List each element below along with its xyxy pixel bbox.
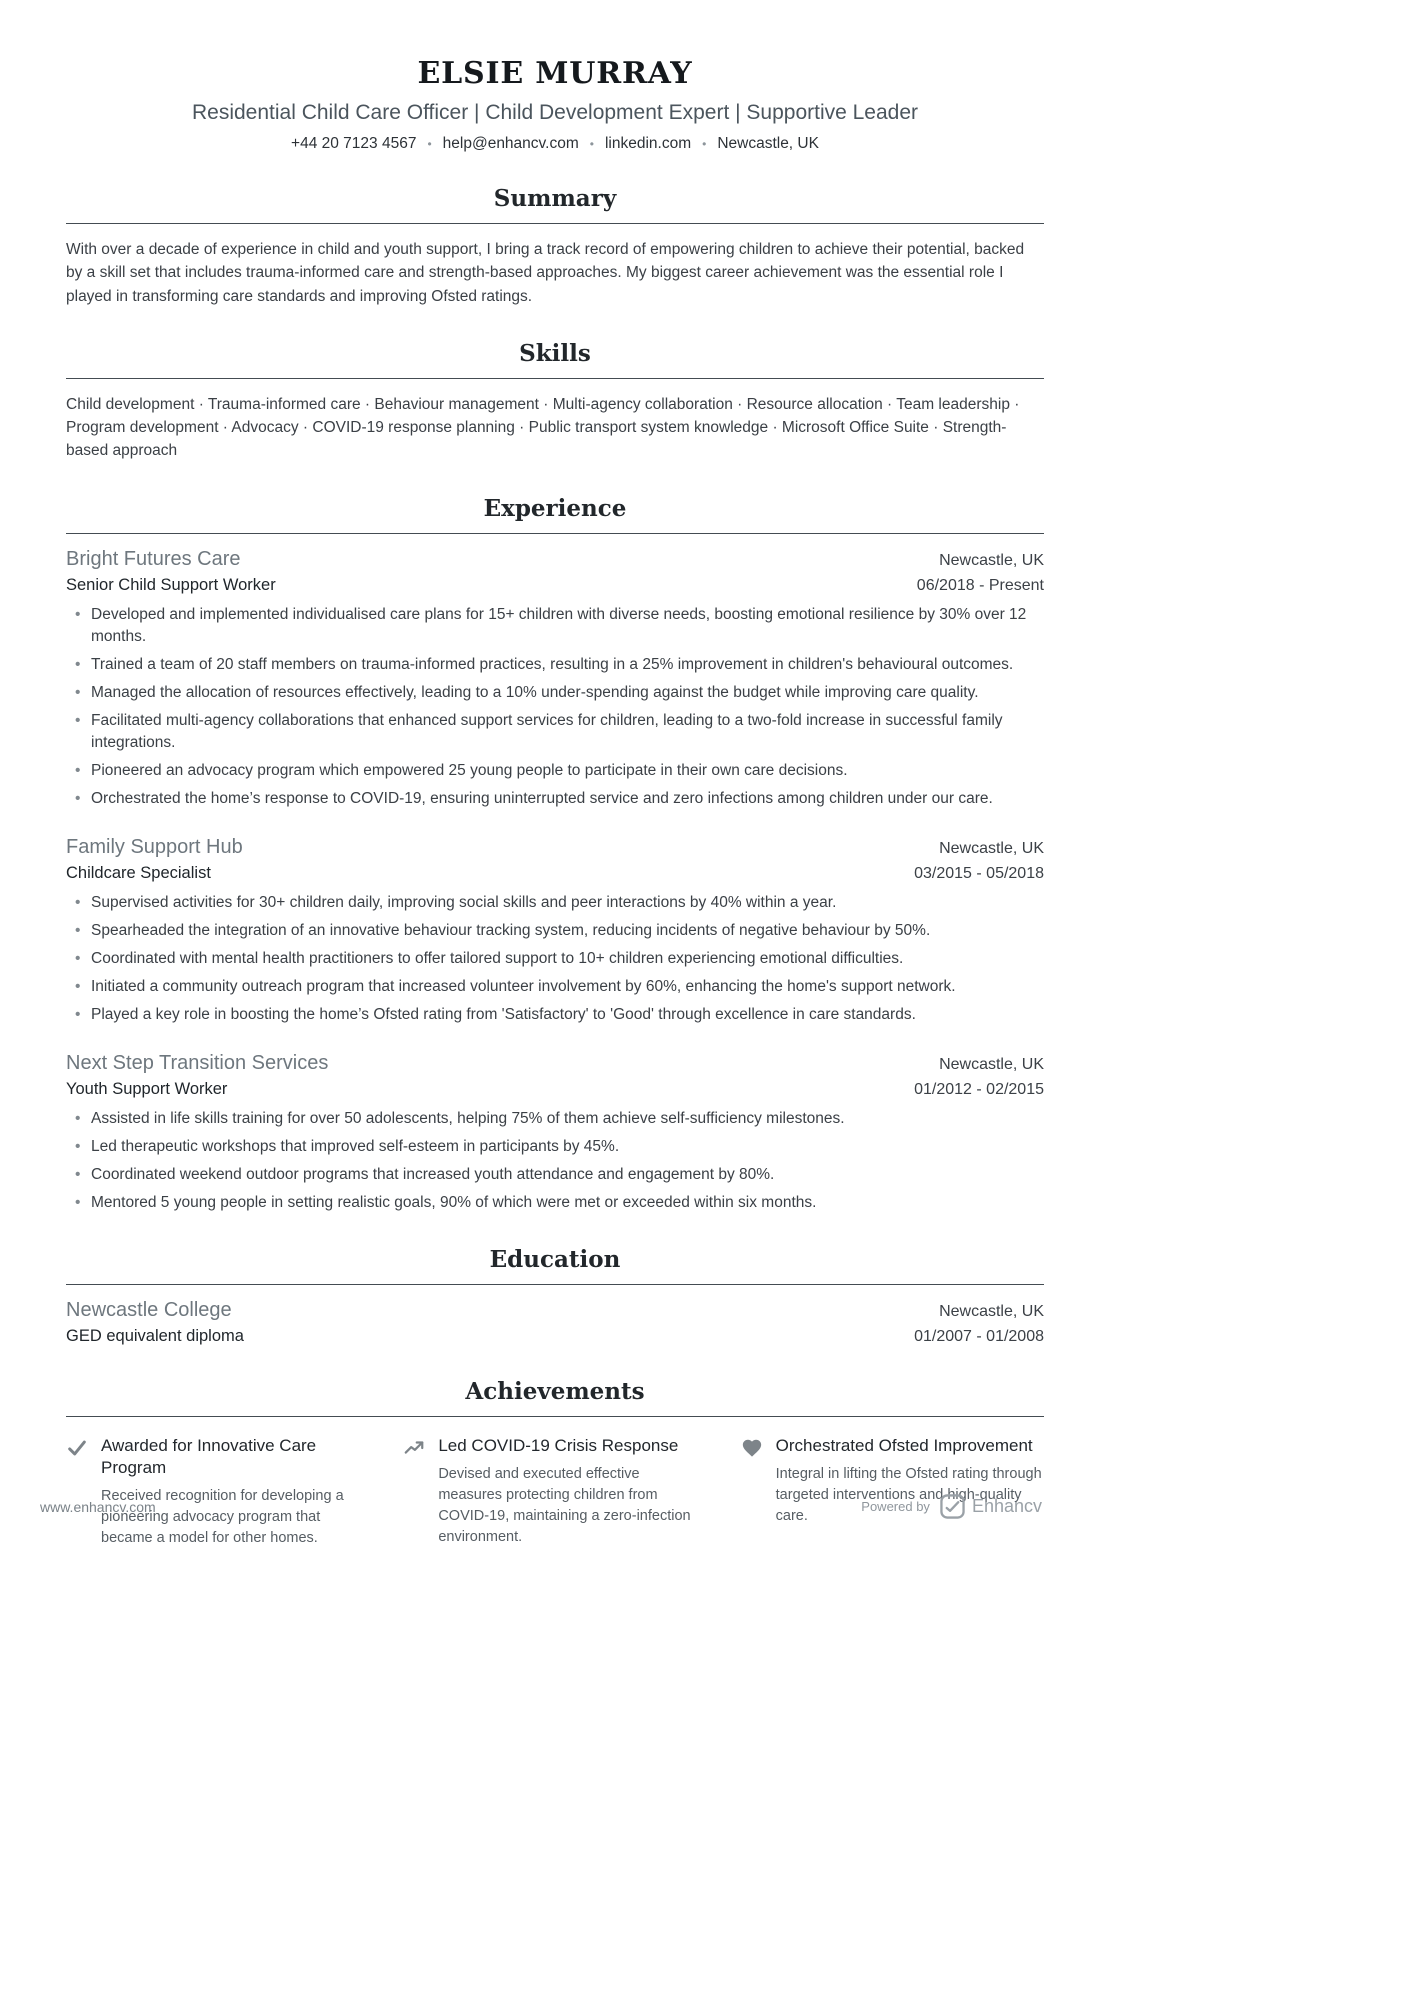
linkedin-link[interactable]: linkedin.com: [604, 135, 692, 152]
summary-text: With over a decade of experience in child and youth support, I bring a track record of empowering children to achieve their potential, backed by a skill set that includes trauma-informed care and strength-based approaches. My biggest career achievement was the essential role I played in transforming care standards and improving Ofsted ratings.: [66, 241, 1025, 305]
candidate-name: ELSIE MURRAY: [417, 56, 693, 91]
achievement-body: [438, 1435, 706, 1548]
skills-text: Child development · Trauma-informed care · Behaviour management · Multi-agency collaboration · Resource allocation · Team leadership · Program development · Advocacy · COVID-19 response planning · Public transport system knowledge · Microsoft Office Suite · Strength-based approach: [66, 395, 1020, 460]
company-name: Family Support Hub: [66, 835, 243, 858]
experience-entry: [66, 1052, 1044, 1214]
summary-section: [66, 185, 1044, 308]
job-bullet: • Coordinated with mental health practitioners to offer tailored support to 10+ children experiencing emotional difficulties.: [66, 948, 1044, 970]
separator-dot: •: [589, 137, 594, 151]
job-location: Newcastle, UK: [939, 1055, 1044, 1073]
degree-name: GED equivalent diploma: [66, 1326, 244, 1345]
education-entry: [66, 1299, 1044, 1346]
skills-heading: Skills: [66, 340, 1044, 379]
job-dates: 03/2015 - 05/2018: [914, 864, 1044, 882]
check-icon: [66, 1437, 88, 1459]
enhancv-brand-name: Enhancv: [971, 1496, 1042, 1516]
achievement-text: Devised and executed effective measures protecting children from COVID-19, maintaining a zero-infection environment.: [438, 1465, 691, 1545]
education-subheader-row: [66, 1322, 1044, 1346]
job-header-row: [66, 548, 1044, 571]
experience-heading: Experience: [66, 495, 1044, 534]
job-subheader-row: [66, 571, 1044, 595]
experience-section: [66, 495, 1044, 1214]
job-subheader-row: [66, 1075, 1044, 1099]
job-bullet: • Coordinated weekend outdoor programs that increased youth attendance and engagement by 80%.: [66, 1164, 1044, 1186]
job-bullet: • Mentored 5 young people in setting realistic goals, 90% of which were met or exceeded within six months.: [66, 1192, 1044, 1214]
resume-header: [66, 0, 1044, 153]
achievement-title: Awarded for Innovative Care Program: [101, 1435, 317, 1477]
job-location: Newcastle, UK: [939, 551, 1044, 569]
education-section: [66, 1246, 1044, 1346]
location-text: Newcastle, UK: [717, 135, 819, 152]
separator-dot: •: [427, 137, 432, 151]
school-name: Newcastle College: [66, 1298, 232, 1321]
email-link[interactable]: help@enhancv.com: [442, 135, 579, 152]
job-bullet-list: [66, 1108, 1044, 1214]
job-bullet-list: [66, 604, 1044, 810]
achievement-body: [101, 1435, 369, 1549]
achievements-grid: [66, 1435, 1044, 1549]
job-bullet: • Supervised activities for 30+ children daily, improving social skills and peer interactions by 40% within a year.: [66, 892, 1044, 914]
experience-entry: [66, 836, 1044, 1026]
job-dates: 01/2012 - 02/2015: [914, 1080, 1044, 1098]
job-bullet: • Led therapeutic workshops that improved self-esteem in participants by 45%.: [66, 1136, 1044, 1158]
job-bullet: • Trained a team of 20 staff members on trauma-informed practices, resulting in a 25% improvement in children's behavioural outcomes.: [66, 654, 1044, 676]
experience-entry: [66, 548, 1044, 810]
achievement-item: [66, 1435, 369, 1549]
achievement-text: Integral in lifting the Ofsted rating through targeted interventions and high-quality care.: [775, 1465, 1042, 1524]
company-name: Bright Futures Care: [66, 547, 241, 570]
education-heading: Education: [66, 1246, 1044, 1285]
education-location: Newcastle, UK: [939, 1302, 1044, 1320]
heart-icon: [741, 1437, 763, 1459]
phone-number: +44 20 7123 4567: [291, 135, 417, 152]
powered-by: [861, 1494, 1042, 1519]
enhancv-logo[interactable]: [940, 1494, 1042, 1519]
education-dates: 01/2007 - 01/2008: [914, 1327, 1044, 1345]
achievements-heading: Achievements: [66, 1378, 1044, 1417]
achievement-item: [741, 1435, 1044, 1549]
job-bullet: • Pioneered an advocacy program which empowered 25 young people to participate in their own care decisions.: [66, 760, 1044, 782]
website-link[interactable]: www.enhancv.com: [40, 1498, 156, 1515]
job-header-row: [66, 836, 1044, 859]
job-subheader-row: [66, 859, 1044, 883]
achievement-title: Orchestrated Ofsted Improvement: [775, 1435, 1033, 1455]
job-role: Childcare Specialist: [66, 863, 211, 882]
job-bullet: • Facilitated multi-agency collaborations that enhanced support services for children, leading to a two-fold increase in successful family integrations.: [66, 710, 1044, 754]
job-header-row: [66, 1052, 1044, 1075]
job-bullet: • Assisted in life skills training for over 50 adolescents, helping 75% of them achieve self-sufficiency milestones.: [66, 1108, 1044, 1130]
powered-by-label: Powered by: [861, 1499, 930, 1514]
job-location: Newcastle, UK: [939, 839, 1044, 857]
company-name: Next Step Transition Services: [66, 1051, 329, 1074]
job-bullet: • Managed the allocation of resources effectively, leading to a 10% under-spending against the budget while improving care quality.: [66, 682, 1044, 704]
contact-row: [66, 135, 1044, 153]
achievement-item: [403, 1435, 706, 1549]
job-bullet-list: [66, 892, 1044, 1026]
job-bullet: • Played a key role in boosting the home’s Ofsted rating from 'Satisfactory' to 'Good' through excellence in care standards.: [66, 1004, 1044, 1026]
resume-content: [66, 0, 1044, 1549]
job-role: Youth Support Worker: [66, 1079, 228, 1098]
skills-section: [66, 340, 1044, 463]
page-footer: [40, 1494, 1042, 1519]
candidate-headline: Residential Child Care Officer | Child Development Expert | Supportive Leader: [191, 101, 919, 124]
summary-heading: Summary: [66, 185, 1044, 224]
enhancv-logo-icon: [940, 1494, 965, 1519]
job-role: Senior Child Support Worker: [66, 575, 276, 594]
achievement-title: Led COVID-19 Crisis Response: [438, 1435, 679, 1455]
separator-dot: •: [702, 137, 707, 151]
growth-arrows-icon: [403, 1437, 425, 1459]
job-bullet: • Orchestrated the home’s response to COVID-19, ensuring uninterrupted service and zero infections among children under our care.: [66, 788, 1044, 810]
job-bullet: • Developed and implemented individualised care plans for 15+ children with diverse needs, boosting emotional resilience by 30% over 12 months.: [66, 604, 1044, 648]
job-bullet: • Spearheaded the integration of an innovative behaviour tracking system, reducing incidents of negative behaviour by 50%.: [66, 920, 1044, 942]
education-header-row: [66, 1299, 1044, 1322]
job-bullet: • Initiated a community outreach program that increased volunteer involvement by 60%, enhancing the home's support network.: [66, 976, 1044, 998]
achievements-section: [66, 1378, 1044, 1549]
achievement-text: Received recognition for developing a pioneering advocacy program that became a model for other homes.: [101, 1487, 344, 1546]
job-dates: 06/2018 - Present: [916, 576, 1044, 594]
